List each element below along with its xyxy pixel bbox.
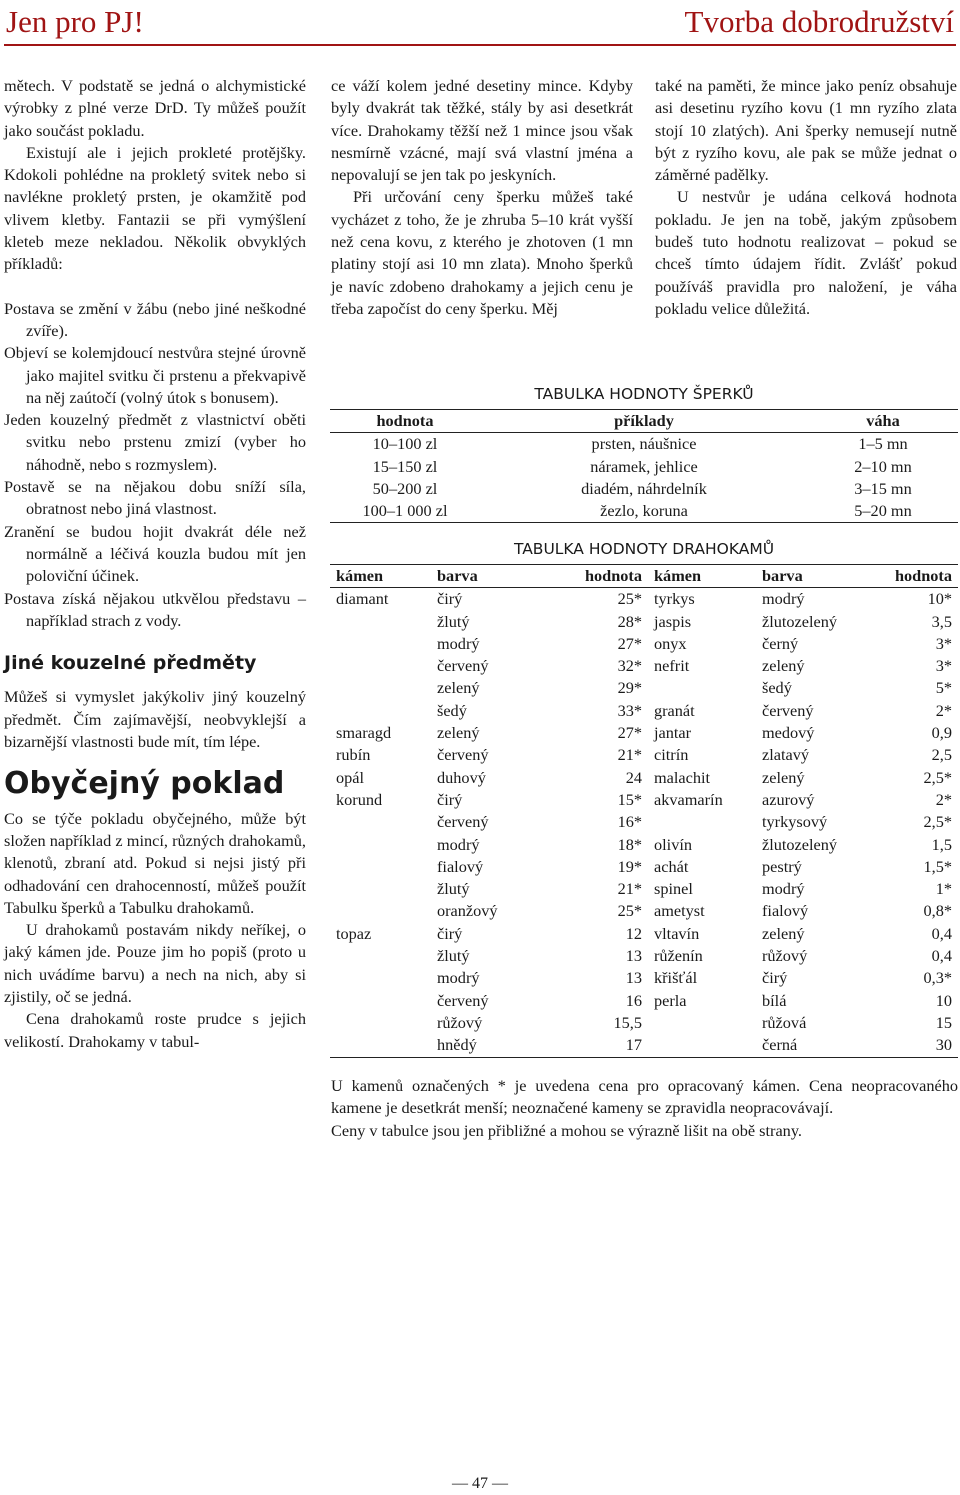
curse-list-item: Objeví se kolemjdoucí nestvůra stejné úrovně jako majitel svitku či prstenu a překvapivě na něj zaútočí (volný útok s bonusem). — [4, 343, 306, 407]
table-cell: zelený — [437, 678, 480, 698]
table-cell: 0,9 — [931, 723, 952, 743]
table-cell: 10–100 zl — [372, 434, 438, 454]
table-cell: granát — [654, 700, 695, 720]
table-cell: růžový — [762, 946, 808, 966]
page-header — [0, 0, 960, 50]
paragraph: Co se týče pokladu obyčejného, může být složen například z mincí, různých drahokamů, klenotů, zbraní atd. Pokud si nejsi jistý při odhadování cen drahocenností, můžeš použít Tabulku šperků a Tabulku drahokamů. — [4, 808, 306, 917]
table-row — [330, 900, 958, 922]
table-cell — [648, 1034, 756, 1057]
table-row — [330, 456, 958, 478]
table-cell — [648, 1012, 756, 1034]
table-cell: perla — [654, 990, 687, 1010]
table-cell: 17 — [625, 1035, 642, 1055]
table-cell: 3* — [935, 633, 952, 653]
table-cell: 10* — [927, 589, 952, 609]
table-cell: křišťál — [654, 968, 698, 988]
table-cell: růžová — [762, 1012, 807, 1032]
table-cell: 100–1 000 zl — [362, 501, 448, 521]
header-rule — [4, 44, 956, 46]
table-cell: hnědý — [437, 1035, 477, 1055]
header-left-title: Jen pro PJ! — [6, 4, 144, 39]
gem-table-title: TABULKA HODNOTY DRAHOKAMŮ — [513, 540, 775, 558]
table-cell: červený — [437, 812, 489, 832]
table-cell: prsten, náušnice — [591, 434, 697, 454]
table-cell: 1* — [935, 879, 952, 899]
table-cell: 0,4 — [931, 946, 952, 966]
table-header-row — [330, 410, 958, 433]
table-row — [330, 744, 958, 766]
table-row — [330, 633, 958, 655]
table-cell: onyx — [654, 633, 687, 653]
table-cell: 10 — [935, 990, 952, 1010]
table-cell: olivín — [654, 834, 692, 854]
table-cell: červený — [762, 700, 814, 720]
paragraph: Existují ale i jejich prokleté protějšky. Kdokoli pohlédne na prokletý svitek nebo si navlékne prokletý prsten, je okamžitě pod vlivem kletby. Fantazii se při vymýšlení kleteb meze nekladou. Několik obvyklých příkladů: — [4, 142, 306, 274]
table-row — [330, 1034, 958, 1057]
table-cell: diadém, náhrdelník — [581, 478, 707, 498]
table-cell: nefrit — [654, 656, 690, 676]
table-cell: 3,5 — [931, 611, 952, 631]
table-cell: žlutý — [437, 946, 470, 966]
table-cell: 0,3* — [923, 968, 952, 988]
table-cell — [330, 633, 431, 655]
table-row — [330, 433, 958, 456]
section-heading: Jiné kouzelné předměty — [4, 652, 257, 675]
table-cell: 5* — [935, 678, 952, 698]
table-cell: modrý — [437, 633, 480, 653]
table-cell — [330, 856, 431, 878]
table-row — [330, 655, 958, 677]
table-cell — [330, 1012, 431, 1034]
table-cell — [648, 677, 756, 699]
table-cell: 13 — [625, 946, 642, 966]
table-cell — [330, 900, 431, 922]
spacer — [4, 632, 306, 652]
table-cell: fialový — [762, 901, 809, 921]
table-cell: opál — [336, 767, 365, 787]
table-cell: 33* — [617, 700, 642, 720]
table-cell: černá — [762, 1035, 798, 1055]
table-cell: smaragd — [336, 723, 392, 743]
table-row — [330, 1012, 958, 1034]
table-cell: červený — [437, 745, 489, 765]
table-cell: čirý — [437, 589, 463, 609]
column-3 — [655, 75, 957, 320]
table-row — [330, 767, 958, 789]
table-cell: ametyst — [654, 901, 705, 921]
table-cell: 1,5* — [923, 856, 952, 876]
table-cell: tyrkys — [654, 589, 695, 609]
table-cell: čirý — [437, 923, 463, 943]
table-row — [330, 611, 958, 633]
table-cell: 32* — [617, 656, 642, 676]
table-cell: 2–10 mn — [854, 456, 912, 476]
table-cell: čirý — [762, 968, 788, 988]
table-cell: korund — [336, 789, 383, 809]
table-cell: 16 — [625, 990, 642, 1010]
table-cell: spinel — [654, 879, 693, 899]
table-cell — [330, 945, 431, 967]
table-cell: 15 — [935, 1012, 952, 1032]
column-1 — [4, 75, 306, 1053]
table-cell: 2,5* — [923, 767, 952, 787]
table-cell — [330, 834, 431, 856]
table-cell: 3–15 mn — [854, 478, 912, 498]
table-cell: zelený — [762, 923, 805, 943]
paragraph: U nestvůr je udána celková hodnota pokladu. Je jen na tobě, jakým způsobem budeš tuto hodnotu realizovat – pokud se chceš tímto údajem řídit. Zvlášť pokud používáš pravidla pro naložení, je váha pokladu velice důležitá. — [655, 187, 957, 318]
table-cell — [330, 878, 431, 900]
table-cell: rubín — [336, 745, 371, 765]
table-cell: malachit — [654, 767, 711, 787]
table-cell: zlatavý — [762, 745, 810, 765]
table-cell: žlutozelený — [762, 611, 838, 631]
table-cell: žezlo, koruna — [600, 501, 688, 521]
paragraph: také na paměti, že mince jako peníz obsahuje asi desetinu ryzího kovu (1 mn ryzího zlata stojí 10 zlatých). Ani šperky nemusejí nutně být z ryzího kovu, ale pak se může jednat o záměrné padělky. — [655, 76, 957, 185]
column-header: příklady — [614, 411, 674, 430]
column-header: kámen — [654, 566, 702, 585]
table-row — [330, 722, 958, 744]
table-cell: modrý — [437, 968, 480, 988]
table-cell: 30 — [935, 1035, 952, 1055]
table-cell: duhový — [437, 767, 486, 787]
table-row — [330, 923, 958, 945]
table-row — [330, 500, 958, 523]
table-cell: 29* — [617, 678, 642, 698]
table-cell: žlutozelený — [762, 834, 838, 854]
table-cell: 24 — [625, 767, 642, 787]
table-cell — [330, 611, 431, 633]
table-cell: 28* — [617, 611, 642, 631]
table-cell: šedý — [437, 700, 467, 720]
column-header: barva — [437, 566, 478, 585]
table-cell: tyrkysový — [762, 812, 828, 832]
table-cell: 3* — [935, 656, 952, 676]
table-cell: 0,8* — [923, 901, 952, 921]
table-header-row — [330, 565, 958, 588]
table-row — [330, 945, 958, 967]
note-paragraph: Ceny v tabulce jsou jen přibližné a mohou se výrazně lišit na obě strany. — [331, 1120, 802, 1140]
table-row — [330, 990, 958, 1012]
table-row — [330, 967, 958, 989]
table-notes — [331, 1075, 958, 1142]
table-cell: 21* — [617, 879, 642, 899]
table-cell: červený — [437, 656, 489, 676]
table-cell — [330, 700, 431, 722]
table-cell: fialový — [437, 856, 484, 876]
table-cell — [648, 811, 756, 833]
table-cell: 15* — [617, 789, 642, 809]
table-cell: zelený — [437, 723, 480, 743]
gem-value-table — [330, 564, 958, 1058]
table-cell: 2,5 — [931, 745, 952, 765]
table-cell: 25* — [617, 901, 642, 921]
table-cell: zelený — [762, 767, 805, 787]
table-cell: 13 — [625, 968, 642, 988]
table-cell: 0,4 — [931, 923, 952, 943]
column-header: kámen — [336, 566, 384, 585]
table-cell: topaz — [336, 923, 372, 943]
column-header: váha — [866, 411, 900, 430]
table-cell: 12 — [625, 923, 642, 943]
table-cell: růžový — [437, 1012, 483, 1032]
curse-list-item: Postava získá nějakou utkvělou představu – například strach z vody. — [4, 588, 306, 630]
table-row — [330, 856, 958, 878]
table-cell: růženín — [654, 946, 703, 966]
column-header: barva — [762, 566, 803, 585]
column-2 — [331, 75, 633, 320]
table-cell: červený — [437, 990, 489, 1010]
table-cell: vltavín — [654, 923, 700, 943]
table-cell: žlutý — [437, 611, 470, 631]
paragraph: U drahokamů postavám nikdy neříkej, o jaký kámen jde. Pouze jim ho popiš (proto u nich uvádíme barvu) a nech na nich, aby si zjistily, oč se jedná. — [4, 920, 306, 1006]
table-cell: jantar — [654, 723, 692, 743]
table-row — [330, 478, 958, 500]
table-cell: akvamarín — [654, 789, 723, 809]
paragraph: Můžeš si vymyslet jakýkoliv jiný kouzelný předmět. Čím zajímavější, neobvyklejší a bizarnější vlastnosti bude mít, tím lépe. — [4, 687, 306, 752]
table-cell: šedý — [762, 678, 792, 698]
jewel-table-title: TABULKA HODNOTY ŠPERKŮ — [534, 385, 754, 403]
table-cell: bílá — [762, 990, 787, 1010]
table-cell: 19* — [617, 856, 642, 876]
paragraph: mětech. V podstatě se jedná o alchymistické výrobky z plné verze DrD. Ty můžeš použít jako součást pokladu. — [4, 76, 306, 140]
table-cell: 1,5 — [931, 834, 952, 854]
table-cell: medový — [762, 723, 815, 743]
table-cell: 50–200 zl — [372, 478, 438, 498]
table-cell: čirý — [437, 789, 463, 809]
table-row — [330, 677, 958, 699]
table-cell: náramek, jehlice — [590, 456, 698, 476]
curse-list-item: Postavě se na nějakou dobu sníží síla, obratnost nebo jiná vlastnost. — [4, 477, 306, 519]
table-cell: citrín — [654, 745, 689, 765]
paragraph: Cena drahokamů roste prudce s jejich velikostí. Drahokamy v tabul- — [4, 1009, 306, 1051]
table-cell: 15–150 zl — [372, 456, 438, 476]
curse-list-item: Postava se změní v žábu (nebo jiné neškodné zvíře). — [4, 298, 306, 340]
table-cell: černý — [762, 633, 799, 653]
table-row — [330, 834, 958, 856]
table-cell: 15,5 — [613, 1012, 642, 1032]
table-cell: 27* — [617, 633, 642, 653]
table-cell: jaspis — [654, 611, 692, 631]
table-cell — [330, 990, 431, 1012]
table-cell — [330, 655, 431, 677]
table-cell: modrý — [762, 879, 805, 899]
table-cell: 27* — [617, 723, 642, 743]
table-cell: 2* — [935, 700, 952, 720]
table-cell: 25* — [617, 589, 642, 609]
table-cell — [330, 1034, 431, 1057]
table-row — [330, 789, 958, 811]
table-cell: achát — [654, 856, 689, 876]
table-cell — [330, 811, 431, 833]
table-cell: azurový — [762, 789, 815, 809]
table-cell: 2,5* — [923, 812, 952, 832]
table-cell: modrý — [437, 834, 480, 854]
table-cell: žlutý — [437, 879, 470, 899]
header-right-title: Tvorba dobrodružství — [684, 4, 954, 39]
table-cell: 1–5 mn — [858, 434, 908, 454]
curse-list-item: Jeden kouzelný předmět z vlastnictví oběti svitku nebo prstenu zmizí (vyber ho náhodně, nebo s rozmyslem). — [4, 410, 306, 474]
paragraph: Při určování ceny šperku můžeš také vycházet z toho, že je zhruba 5–10 krát vyšší než cena kovu, z kterého je zhotoven (1 mn platiny stojí asi 10 mn zlata). Mnoho šperků je navíc zdobeno drahokamy a jejich cenu je třeba započíst do ceny šperku. Měj — [331, 187, 633, 318]
table-row — [330, 700, 958, 722]
spacer — [4, 674, 306, 686]
column-header: hodnota — [376, 411, 434, 430]
curse-list-item: Zranění se budou hojit dvakrát déle než normálně a léčivá kouzla budou mít jen poloviční účinek. — [4, 521, 306, 586]
table-cell: pestrý — [762, 856, 802, 876]
table-cell: 16* — [617, 812, 642, 832]
table-cell: diamant — [336, 589, 389, 609]
column-header: hodnota — [894, 566, 952, 585]
paragraph: ce váží kolem jedné desetiny mince. Kdyby byly dvakrát tak těžké, stály by asi desetkrát více. Drahokamy těžší než 1 mince jsou však nesmírně vzácné, mají svá vlastní jména a nepovalují se jen tak po jeskyních. — [331, 76, 633, 185]
table-cell: 5–20 mn — [854, 501, 912, 521]
table-cell: 21* — [617, 745, 642, 765]
table-cell: zelený — [762, 656, 805, 676]
note-paragraph: U kamenů označených * je uvedena cena pro opracovaný kámen. Cena neopracovaného kamene je desetkrát menší; neoznačené kameny se zpravidla neopracovávají. — [331, 1076, 958, 1118]
table-cell: modrý — [762, 589, 805, 609]
chapter-heading: Obyčejný poklad — [4, 766, 285, 802]
table-row — [330, 878, 958, 900]
column-header: hodnota — [584, 566, 642, 585]
table-row — [330, 811, 958, 833]
table-row — [330, 588, 958, 611]
table-cell — [330, 677, 431, 699]
table-cell: 18* — [617, 834, 642, 854]
jewel-value-table — [330, 409, 958, 523]
table-cell: 2* — [935, 789, 952, 809]
table-cell — [330, 967, 431, 989]
spacer — [4, 276, 306, 298]
page-number: — 47 — — [452, 1475, 508, 1492]
table-cell: oranžový — [437, 901, 498, 921]
